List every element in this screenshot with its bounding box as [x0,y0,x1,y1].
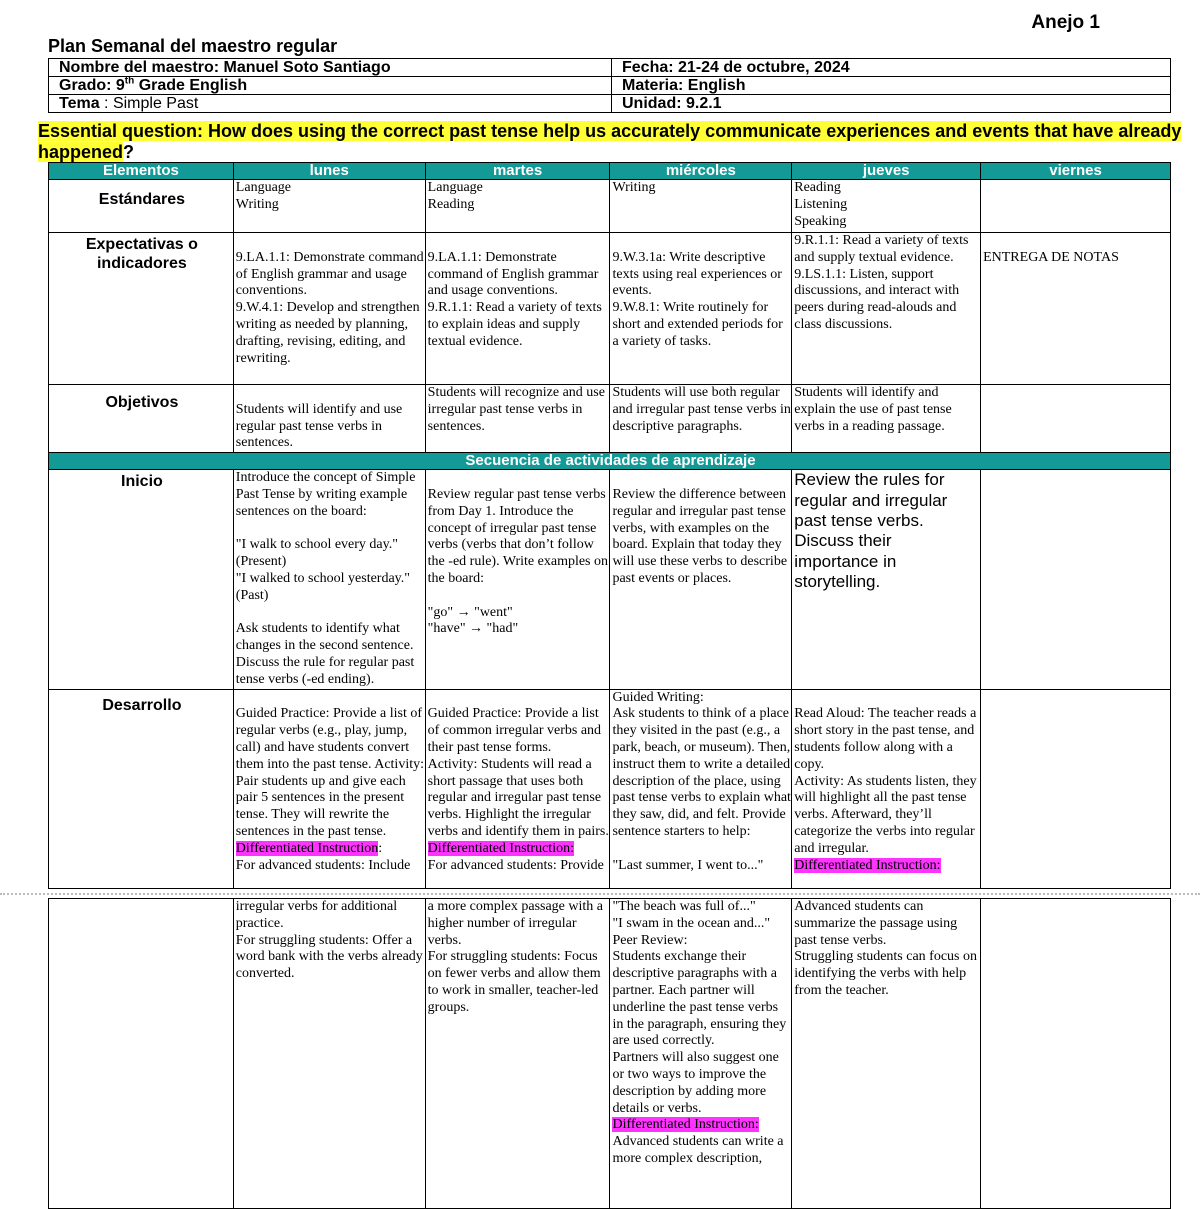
tema-label: Tema [59,95,100,112]
col-jueves: jueves [792,163,981,180]
desarrollo-lunes [233,689,425,888]
header-row [49,163,1171,180]
inicio-miercoles: Review the difference between regular and irregular past tense verbs, with examples on the board. Explain that today they will use these verbs to describe past events or places. [610,470,792,689]
grade-suffix: Grade English [134,77,248,94]
inicio-viernes [981,470,1171,689]
desarrollo-jueves-text: Read Aloud: The teacher reads a short story in the past tense, and students follow along with a copy. Activity: As students listen, they will highlight all the past tense verbs. Afterward, they’ll categorize the verbs into regular and irregular. [794,706,977,856]
desarrollo-martes-after: For advanced students: Provide [427,857,604,873]
cont-miercoles [610,899,792,1209]
row-inicio [49,470,1171,689]
row-objetivos [49,385,1171,453]
teacher-name: Nombre del maestro: Manuel Soto Santiago [49,59,612,77]
expectativas-martes: 9.LA.1.1: Demonstrate command of English grammar and usage conventions. 9.R.1.1: Read a variety of texts to explain ideas and supply textual evidence. [425,233,610,385]
info-table [48,58,1171,113]
desarrollo-martes-text: Guided Practice: Provide a list of common irregular verbs and their past tense forms. Activity: Students will read a short passage that uses both regular and irregular past tense verbs. Highlight the irregular verbs and identify them in pairs. [427,706,609,839]
objetivos-martes: Students will recognize and use irregular past tense verbs in sentences. [425,385,610,453]
desarrollo-lunes-text: Guided Practice: Provide a list of regular verbs (e.g., play, jump, call) and have students convert them into the past tense. Activity: Pair students up and give each pair 5 sentences in the present tense. They will rewrite the sentences in the past tense. [235,706,424,839]
col-martes: martes [425,163,610,180]
inicio-martes: Review regular past tense verbs from Day 1. Introduce the concept of irregular past tense verbs (verbs that don’t follow the -ed rule). Write examples on the board: "go" → "went" "have" → "had" [425,470,610,689]
grade [49,77,612,95]
expectativas-jueves: 9.R.1.1: Read a variety of texts and supply textual evidence. 9.LS.1.1: Listen, support discussions, and interact with peers during read-alouds and class discussions. [792,233,981,385]
objetivos-lunes: Students will identify and use regular past tense verbs in sentences. [233,385,425,453]
expectativas-viernes: ENTREGA DE NOTAS [981,233,1171,385]
desarrollo-jueves [792,689,981,888]
di-colon-lunes: : [378,840,383,856]
label-expectativas: Expectativas o indicadores [49,233,234,385]
label-objetivos: Objetivos [49,385,234,453]
di-colon-martes: : [570,840,574,856]
row-expectativas [49,233,1171,385]
col-viernes: viernes [981,163,1171,180]
row-desarrollo [49,689,1171,888]
di-colon-jueves: : [936,857,941,873]
estandares-jueves: Reading Listening Speaking [792,180,981,233]
di-label-jueves: Differentiated Instruction [794,857,937,873]
di-label-lunes: Differentiated Instruction [235,840,379,856]
objetivos-viernes [981,385,1171,453]
row-continuation [49,899,1171,1209]
expectativas-lunes: 9.LA.1.1: Demonstrate command of English grammar and usage conventions. 9.W.4.1: Develop and strengthen writing as needed by planning, drafting, revising, editing, and rewriting. [233,233,425,385]
estandares-viernes [981,180,1171,233]
subject: Materia: English [612,77,1171,95]
grade-prefix: Grado: 9 [59,77,125,94]
label-estandares: Estándares [49,180,234,233]
estandares-martes: Language Reading [425,180,610,233]
objetivos-miercoles: Students will use both regular and irregular past tense verbs in descriptive paragraphs. [610,385,792,453]
cont-viernes [981,899,1171,1209]
secuencia-banner: Secuencia de actividades de aprendizaje [49,453,1171,470]
cont-label [49,899,234,1209]
di-label-martes: Differentiated Instruction [427,840,571,856]
label-desarrollo: Desarrollo [49,689,234,888]
estandares-lunes: Language Writing [233,180,425,233]
essential-question [38,121,1188,163]
cont-miercoles-after: Advanced students can write a more complex description, [612,1134,784,1166]
inicio-jueves: Review the rules for regular and irregular past tense verbs. Discuss their importance in storytelling. [792,470,981,689]
di-label-miercoles: Differentiated Instruction: [612,1117,759,1133]
tema-value: : Simple Past [99,95,199,112]
lesson-plan-table-continued [48,898,1171,1209]
unit: Unidad: 9.2.1 [612,95,1171,113]
desarrollo-viernes [981,689,1171,888]
cont-jueves: Advanced students can summarize the passage using past tense verbs. Struggling students can focus on identifying the verbs with help from the teacher. [792,899,981,1209]
objetivos-jueves: Students will identify and explain the use of past tense verbs in a reading passage. [792,385,981,453]
lesson-plan-table [48,162,1171,889]
essential-question-highlight: Essential question: How does using the correct past tense help us accurately communicate experiences and events that have already happened [38,121,1182,162]
row-estandares [49,180,1171,233]
cont-lunes: irregular verbs for additional practice. For struggling students: Offer a word bank with the verbs already converted. [233,899,425,1209]
desarrollo-miercoles: Guided Writing: Ask students to think of a place they visited in the past (e.g., a park, beach, or museum). Then, instruct them to write a detailed description of the place, using past tense verbs to explain what they saw, did, and felt. Provide sentence starters to help: "Last summer, I went to..." [610,689,792,888]
cont-martes: a more complex passage with a higher number of irregular verbs. For struggling students: Focus on fewer verbs and allow them to work in smaller, teacher-led groups. [425,899,610,1209]
page-break [0,893,1200,895]
essential-question-tail: ? [123,142,135,162]
label-inicio: Inicio [49,470,234,689]
cont-miercoles-text: "The beach was full of..." "I swam in the ocean and..." Peer Review: Students exchange their descriptive paragraphs with a partner. Each partner will underline the past tense verbs in the paragraph, ensuring they are used correctly. Partners will also suggest one or two ways to improve the description by adding more details or verbs. [612,899,787,1116]
col-lunes: lunes [233,163,425,180]
inicio-lunes: Introduce the concept of Simple Past Tense by writing example sentences on the board: "I walk to school every day." (Present) "I walked to school yesterday." (Past) Ask students to identify what changes in the second sentence. Discuss the rule for regular past tense verbs (-ed ending). [233,470,425,689]
plan-title: Plan Semanal del maestro regular [48,36,338,56]
estandares-miercoles: Writing [610,180,792,233]
desarrollo-lunes-after: For advanced students: Include [235,857,411,873]
desarrollo-martes [425,689,610,888]
col-elementos: Elementos [49,163,234,180]
col-miercoles: miércoles [610,163,792,180]
date: Fecha: 21-24 de octubre, 2024 [612,59,1171,77]
tema [49,95,612,113]
anejo-label: Anejo 1 [1031,12,1100,33]
row-secuencia [49,453,1171,470]
grade-sup: th [124,75,135,87]
expectativas-miercoles: 9.W.3.1a: Write descriptive texts using real experiences or events. 9.W.8.1: Write routinely for short and extended periods for a variety of tasks. [610,233,792,385]
